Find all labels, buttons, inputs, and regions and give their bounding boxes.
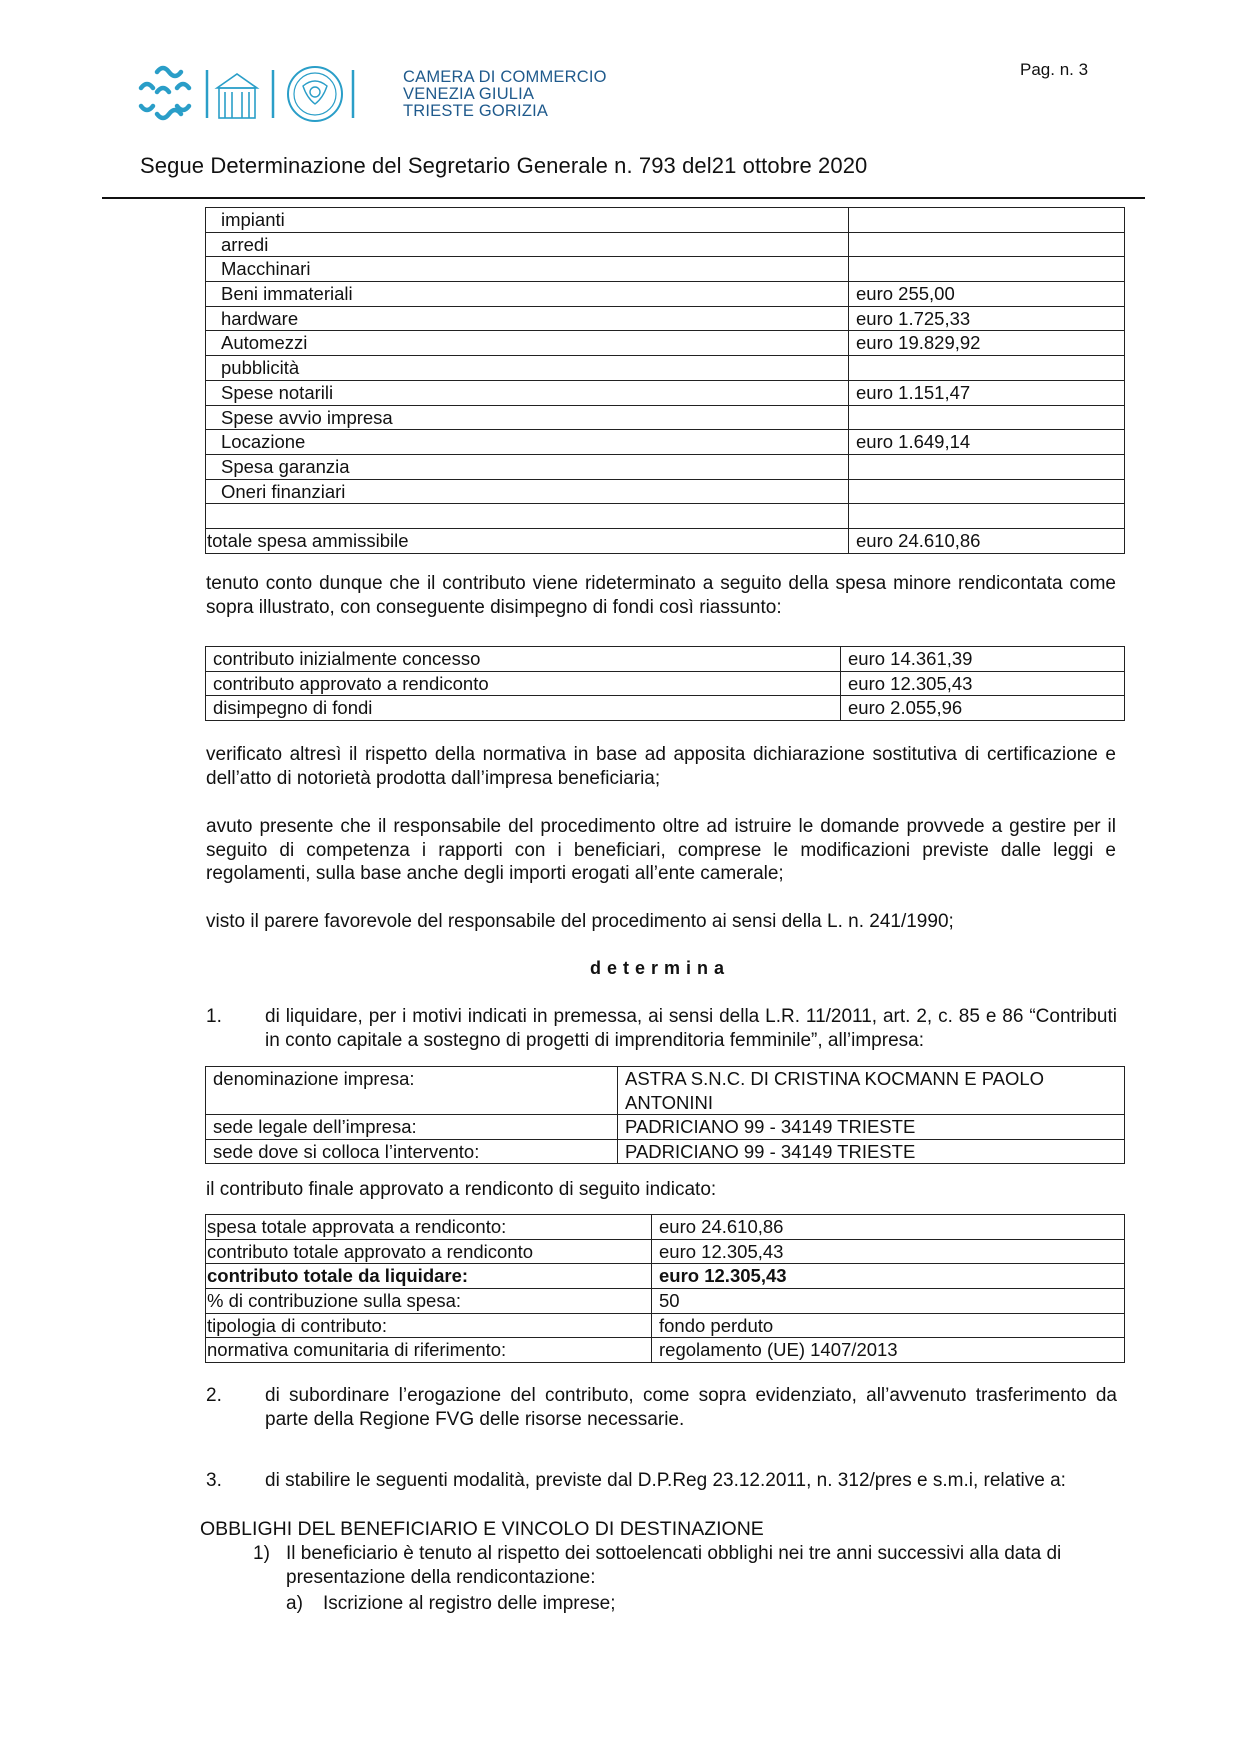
table-row [206, 331, 1125, 356]
table-row [206, 671, 1125, 696]
paragraph-tenuto: tenuto conto dunque che il contributo viene rideterminato a seguito della spesa minore rendicontata come sopra illustrato, con conseguente disimpegno di fondi così riassunto: [206, 573, 1116, 618]
obligation-a-letter: a) [286, 1593, 303, 1614]
final-contribution-table [205, 1214, 1125, 1363]
paragraph-verificato: verificato altresì il rispetto della normativa in base ad apposita dichiarazione sostitutiva di certificazione e dell’atto di notorietà prodotta dall’impresa beneficiaria; [206, 744, 1116, 789]
table-row [206, 405, 1125, 430]
expense-label: Spese notarili [206, 380, 849, 405]
obligation-1-number: 1) [253, 1543, 270, 1564]
contribution-value: euro 2.055,96 [841, 696, 1125, 721]
seal-icon [288, 67, 342, 121]
expense-value [849, 504, 1125, 529]
final-label: normativa comunitaria di riferimento: [206, 1338, 652, 1363]
table-row [206, 504, 1125, 529]
final-value: euro 12.305,43 [652, 1239, 1125, 1264]
final-value: 50 [652, 1289, 1125, 1314]
building-icon [207, 70, 273, 118]
table-row [206, 306, 1125, 331]
expense-value [849, 356, 1125, 381]
item-3-number: 3. [206, 1470, 222, 1491]
item-1-number: 1. [206, 1006, 222, 1027]
company-value: PADRICIANO 99 - 34149 TRIESTE [618, 1115, 1125, 1140]
company-label: denominazione impresa: [206, 1067, 618, 1115]
expense-value [849, 208, 1125, 233]
contribution-table [205, 646, 1125, 721]
expense-label: hardware [206, 306, 849, 331]
table-row [206, 1313, 1125, 1338]
table-row [206, 208, 1125, 233]
total-value: euro 24.610,86 [849, 528, 1125, 553]
company-value: ASTRA S.N.C. DI CRISTINA KOCMANN E PAOLO ANTONINI [618, 1067, 1125, 1115]
final-label: spesa totale approvata a rendiconto: [206, 1215, 652, 1240]
swirl-emblem-icon [141, 68, 189, 118]
obligation-1-text: Il beneficiario è tenuto al rispetto dei sottoelencati obblighi nei tre anni successivi alla data di presentazione della rendicontazione: [286, 1543, 1062, 1588]
table-row [206, 356, 1125, 381]
expense-label [206, 504, 849, 529]
final-label: tipologia di contributo: [206, 1313, 652, 1338]
paragraph-final-intro: il contributo finale approvato a rendiconto di seguito indicato: [206, 1179, 717, 1200]
table-row [206, 1215, 1125, 1240]
final-value: regolamento (UE) 1407/2013 [652, 1338, 1125, 1363]
contribution-value: euro 12.305,43 [841, 671, 1125, 696]
total-label: totale spesa ammissibile [206, 528, 849, 553]
table-row [206, 479, 1125, 504]
expense-table [205, 207, 1125, 554]
final-value: fondo perduto [652, 1313, 1125, 1338]
table-row [206, 1139, 1125, 1164]
table-row [206, 232, 1125, 257]
document-title: Segue Determinazione del Segretario Generale n. 793 del21 ottobre 2020 [140, 153, 868, 178]
obligations-heading: OBBLIGHI DEL BENEFICIARIO E VINCOLO DI DESTINAZIONE [200, 1518, 764, 1540]
company-table [205, 1066, 1125, 1164]
expense-label: Spese avvio impresa [206, 405, 849, 430]
expense-label: arredi [206, 232, 849, 257]
final-label: contributo totale approvato a rendiconto [206, 1239, 652, 1264]
item-2-number: 2. [206, 1385, 222, 1406]
table-row [206, 1289, 1125, 1314]
table-row [206, 647, 1125, 672]
final-value: euro 12.305,43 [652, 1264, 1125, 1289]
organization-name [403, 69, 607, 120]
expense-value: euro 1.725,33 [849, 306, 1125, 331]
table-row [206, 1264, 1125, 1289]
expense-label: pubblicità [206, 356, 849, 381]
org-name-line-2: VENEZIA GIULIA [403, 85, 535, 103]
table-row [206, 1115, 1125, 1140]
obligation-a-text: Iscrizione al registro delle imprese; [323, 1593, 616, 1614]
expense-label: Beni immateriali [206, 282, 849, 307]
expense-value [849, 454, 1125, 479]
table-row [206, 1338, 1125, 1363]
decision-heading: determina [589, 958, 731, 978]
item-2-text: di subordinare l’erogazione del contributo, come sopra evidenziato, all’avvenuto trasferimento da parte della Regione FVG delle risorse necessarie. [265, 1385, 1117, 1430]
table-row [206, 1067, 1125, 1115]
expense-label: impianti [206, 208, 849, 233]
paragraph-visto: visto il parere favorevole del responsabile del procedimento ai sensi della L. n. 241/1990; [206, 911, 954, 932]
total-row [206, 528, 1125, 553]
expense-value [849, 405, 1125, 430]
expense-value: euro 255,00 [849, 282, 1125, 307]
final-label: % di contribuzione sulla spesa: [206, 1289, 652, 1314]
expense-value [849, 257, 1125, 282]
org-name-line-1: CAMERA DI COMMERCIO [403, 68, 607, 86]
expense-label: Oneri finanziari [206, 479, 849, 504]
expense-label: Macchinari [206, 257, 849, 282]
paragraph-avuto: avuto presente che il responsabile del procedimento oltre ad istruire le domande provvede a gestire per il seguito di competenza i rapporti con i beneficiari, comprese le modificazioni previste dalle leggi e regolamenti, sulla base anche degli importi erogati all’ente camerale; [206, 816, 1116, 885]
item-1-text: di liquidare, per i motivi indicati in premessa, ai sensi della L.R. 11/2011, art. 2, c. 85 e 86 “Contributi in conto capitale a sostegno di progetti di imprenditoria femminile”, all’impresa: [265, 1006, 1117, 1051]
table-row [206, 1239, 1125, 1264]
header-divider [102, 197, 1145, 199]
expense-value: euro 1.151,47 [849, 380, 1125, 405]
contribution-value: euro 14.361,39 [841, 647, 1125, 672]
expense-value [849, 479, 1125, 504]
expense-label: Locazione [206, 430, 849, 455]
table-row [206, 380, 1125, 405]
table-row [206, 430, 1125, 455]
expense-value: euro 1.649,14 [849, 430, 1125, 455]
company-label: sede dove si colloca l’intervento: [206, 1139, 618, 1164]
expense-value: euro 19.829,92 [849, 331, 1125, 356]
table-row [206, 454, 1125, 479]
page-number: Pag. n. 3 [1020, 60, 1089, 79]
final-value: euro 24.610,86 [652, 1215, 1125, 1240]
company-label: sede legale dell’impresa: [206, 1115, 618, 1140]
contribution-label: contributo approvato a rendiconto [206, 671, 841, 696]
org-name-line-3: TRIESTE GORIZIA [403, 102, 549, 120]
final-label: contributo totale da liquidare: [206, 1264, 652, 1289]
table-row [206, 282, 1125, 307]
item-3-text: di stabilire le seguenti modalità, previste dal D.P.Reg 23.12.2011, n. 312/pres e s.m.i, relative a: [265, 1470, 1066, 1491]
table-row [206, 257, 1125, 282]
expense-value [849, 232, 1125, 257]
contribution-label: disimpegno di fondi [206, 696, 841, 721]
expense-label: Spesa garanzia [206, 454, 849, 479]
contribution-label: contributo inizialmente concesso [206, 647, 841, 672]
table-row [206, 696, 1125, 721]
expense-label: Automezzi [206, 331, 849, 356]
company-value: PADRICIANO 99 - 34149 TRIESTE [618, 1139, 1125, 1164]
